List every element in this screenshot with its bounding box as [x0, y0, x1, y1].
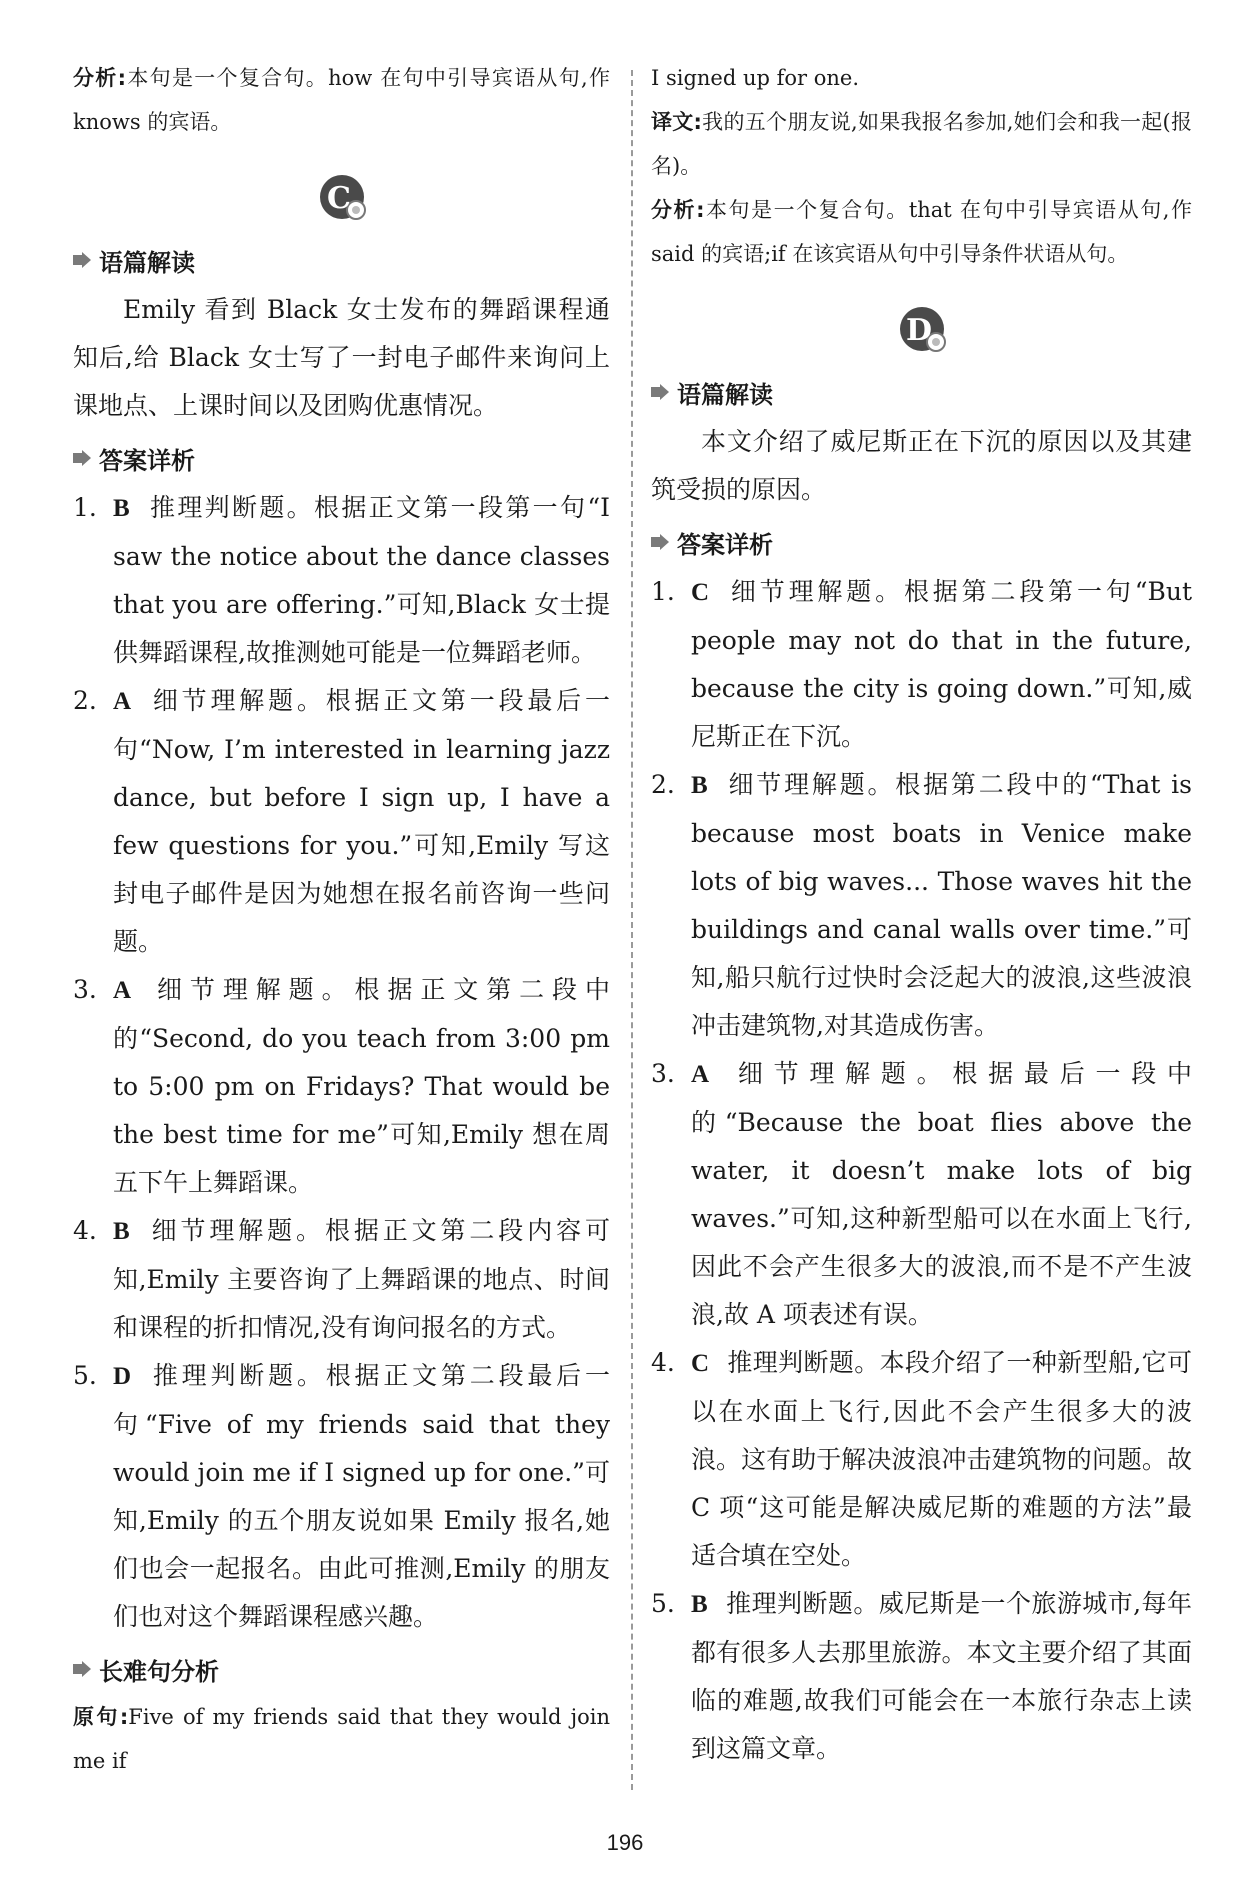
- left-column: [73, 56, 610, 1783]
- sentence-analysis: [651, 188, 1192, 276]
- reading-heading-text: 语篇解读: [99, 248, 195, 277]
- answers-heading-left: [73, 438, 610, 478]
- answer-list-right: [651, 568, 1192, 1773]
- answer-letter: A: [113, 688, 132, 715]
- answer-explanation: 细节理解题。根据第二段中的“That is because most boats in Venice make lots of big waves... Those waves hit the buildings and canal walls over time.”可知,船只航行过快时会泛起大的波浪,这些波浪冲击建筑物,对其造成伤害。: [691, 770, 1192, 1040]
- answer-letter: B: [691, 772, 708, 799]
- answer-item: [651, 761, 1192, 1050]
- answer-item: [73, 1352, 610, 1641]
- translation: [651, 100, 1192, 188]
- arrow-bullet-icon: [73, 1661, 91, 1677]
- answer-letter: A: [113, 977, 132, 1004]
- analysis-text: 本句是一个复合句。that 在句中引导宾语从句,作 said 的宾语;if 在该宾语从句中引导条件状语从句。: [651, 198, 1192, 266]
- answer-explanation: 推理判断题。根据正文第二段最后一句“Five of my friends said that they would join me if I signed up for one.”可知,Emily 的五个朋友说如果 Emily 报名,她们也会一起报名。由此可推测,Emily 的朋友们也对这个舞蹈课程感兴趣。: [113, 1361, 610, 1631]
- original-label: 原句:: [73, 1705, 129, 1729]
- answer-explanation: 细节理解题。根据最后一段中的“Because the boat flies above the water, it doesn’t make lots of big waves.”可知,这种新型船可以在水面上飞行,因此不会产生很多大的波浪,而不是不产生波浪,故 A 项表述有误。: [691, 1059, 1192, 1329]
- answer-item: [651, 1339, 1192, 1580]
- answer-number: 3.: [73, 975, 97, 1004]
- answer-letter: B: [113, 495, 130, 522]
- section-d-badge-icon: [892, 298, 952, 358]
- answer-explanation: 推理判断题。威尼斯是一个旅游城市,每年都有很多人去那里旅游。本文主要介绍了其面临的难题,故我们可能会在一本旅行杂志上读到这篇文章。: [691, 1589, 1192, 1763]
- answer-number: 2.: [73, 686, 97, 715]
- arrow-bullet-icon: [73, 252, 91, 268]
- reading-summary-right: 本文介绍了威尼斯正在下沉的原因以及其建筑受损的原因。: [651, 427, 1192, 504]
- arrow-bullet-icon: [73, 450, 91, 466]
- answer-number: 4.: [651, 1348, 675, 1377]
- intro-text: 本句是一个复合句。how 在句中引导宾语从句,作 knows 的宾语。: [73, 66, 610, 134]
- long-sentence-heading-text: 长难句分析: [99, 1657, 219, 1686]
- section-c-badge-icon: [312, 166, 372, 226]
- answer-explanation: 推理判断题。根据正文第一段第一句“I saw the notice about the dance classes that you are offering.”可知,Black 女士提供舞蹈课程,故推测她可能是一位舞蹈老师。: [113, 493, 610, 667]
- arrow-bullet-icon: [651, 534, 669, 550]
- answer-number: 5.: [651, 1589, 675, 1618]
- answer-item: [651, 1580, 1192, 1773]
- reading-heading-right: [651, 372, 1192, 412]
- section-d-letter: D: [905, 313, 932, 348]
- answer-letter: B: [113, 1218, 130, 1245]
- page-number: 196: [606, 1830, 644, 1855]
- answer-number: 1.: [651, 577, 675, 606]
- answer-explanation: 细节理解题。根据正文第一段最后一句“Now, I’m interested in learning jazz dance, but before I sign up, I have a few questions for you.”可知,Emily 写这封电子邮件是因为她想在报名前咨询一些问题。: [113, 686, 610, 956]
- long-sentence-heading: [73, 1649, 610, 1689]
- right-column: [651, 56, 1192, 1773]
- answer-item: [73, 484, 610, 677]
- answer-letter: B: [691, 1591, 708, 1618]
- answer-explanation: 细节理解题。根据第二段第一句“But people may not do that in the future, because the city is going down.”可知,威尼斯正在下沉。: [691, 577, 1192, 751]
- answer-number: 3.: [651, 1059, 675, 1088]
- answer-item: [651, 1050, 1192, 1339]
- answer-list-left: [73, 484, 610, 1641]
- answer-number: 2.: [651, 770, 675, 799]
- reading-heading-left: [73, 240, 610, 280]
- answers-heading-text: 答案详析: [99, 446, 195, 475]
- reading-heading-text: 语篇解读: [677, 380, 773, 409]
- reading-summary-left: Emily 看到 Black 女士发布的舞蹈课程通知后,给 Black 女士写了一封电子邮件来询问上课地点、上课时间以及团购优惠情况。: [73, 295, 610, 420]
- original-text: Five of my friends said that they would join me if: [73, 1705, 610, 1773]
- translation-label: 译文:: [651, 110, 702, 134]
- answer-explanation: 细节理解题。根据正文第二段内容可知,Emily 主要咨询了上舞蹈课的地点、时间和课程的折扣情况,没有询问报名的方式。: [113, 1216, 610, 1342]
- answers-heading-text: 答案详析: [677, 530, 773, 559]
- arrow-bullet-icon: [651, 384, 669, 400]
- answer-letter: A: [691, 1061, 710, 1088]
- answer-letter: C: [691, 1350, 710, 1377]
- answer-number: 4.: [73, 1216, 97, 1245]
- original-sentence: [73, 1695, 610, 1783]
- intro-label: 分析:: [73, 66, 127, 90]
- original-sentence-continued: I signed up for one.: [651, 66, 860, 90]
- answer-number: 1.: [73, 493, 97, 522]
- translation-text: 我的五个朋友说,如果我报名参加,她们会和我一起(报名)。: [651, 110, 1192, 178]
- column-divider: [631, 70, 633, 1790]
- answer-item: [73, 1207, 610, 1352]
- answer-letter: C: [691, 579, 710, 606]
- answer-item: [651, 568, 1192, 761]
- answers-heading-right: [651, 522, 1192, 562]
- answer-explanation: 细节理解题。根据正文第二段中的“Second, do you teach from 3:00 pm to 5:00 pm on Fridays? That would be the best time for me”可知,Emily 想在周五下午上舞蹈课。: [113, 975, 610, 1197]
- analysis-label: 分析:: [651, 198, 705, 222]
- answer-item: [73, 966, 610, 1207]
- answer-explanation: 推理判断题。本段介绍了一种新型船,它可以在水面上飞行,因此不会产生很多大的波浪。这有助于解决波浪冲击建筑物的问题。故 C 项“这可能是解决威尼斯的难题的方法”最适合填在空处。: [691, 1348, 1192, 1570]
- answer-item: [73, 677, 610, 966]
- answer-letter: D: [113, 1363, 132, 1390]
- intro-analysis: [73, 56, 610, 144]
- section-c-letter: C: [326, 181, 351, 216]
- answer-number: 5.: [73, 1361, 97, 1390]
